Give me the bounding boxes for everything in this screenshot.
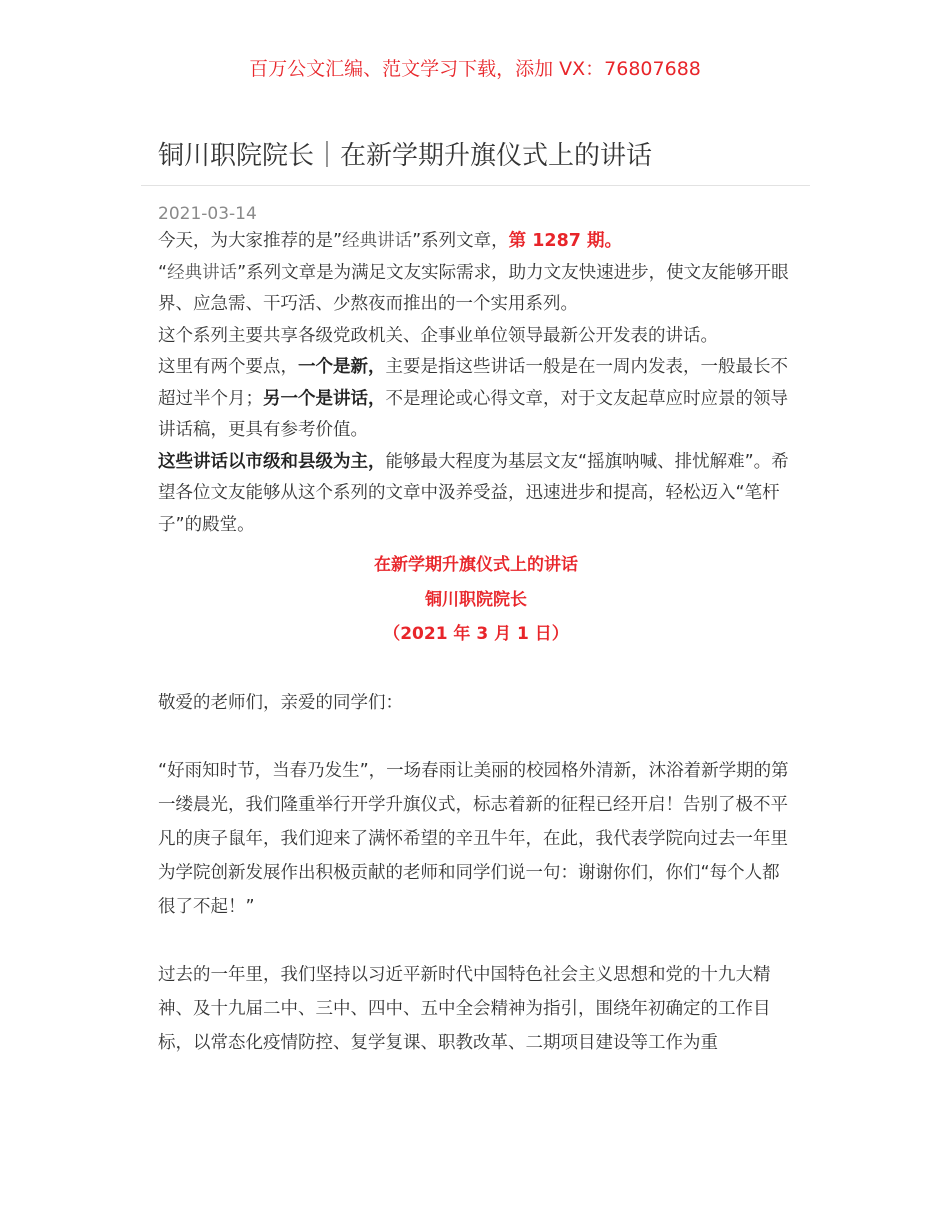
promo-banner: 百万公文汇编、范文学习下载，添加 VX：76807688: [249, 58, 701, 80]
intro-p1-mid: ”系列文章，: [412, 231, 509, 251]
intro-p4-pre: 这里有两个要点，: [158, 357, 298, 377]
intro-p5-rest: 能够最大程度为基层文友“摇旗呐喊、排忧解难”。希望各位文友能够从这个系列的文章中汲养受益，迅速进步和提高，轻松迈入“笔杆子”的殿堂。: [158, 451, 789, 535]
speech-greeting: 敬爱的老师们，亲爱的同学们：: [158, 692, 403, 713]
intro-p4-rest: 不是理论或心得文章，对于文友起草应时应景的领导讲话稿，更具有参考价值。: [158, 388, 788, 440]
article-date: 2021-03-14: [158, 204, 257, 224]
series-name-2: 经典讲话: [167, 262, 238, 283]
speech-heading: 在新学期升旗仪式上的讲话: [374, 555, 578, 575]
intro-p4-mid: 主要是指这些讲话一般是在一周内发表，一般最长不超过半个月；: [158, 357, 788, 409]
title-divider: [141, 185, 810, 186]
speech-body: [158, 686, 794, 1060]
speech-date: （2021 年 3 月 1 日）: [383, 624, 569, 644]
intro-paragraph-1: [158, 226, 794, 258]
point-one: 一个是新，: [298, 357, 386, 377]
intro-paragraph-2: [158, 258, 794, 321]
intro-p5-bold: 这些讲话以市级和县级为主，: [158, 451, 386, 472]
article-body: [158, 202, 794, 1060]
intro-paragraph-5: [158, 447, 794, 542]
speech-paragraph-1: “好雨知时节，当春乃发生”，一场春雨让美丽的校园格外清新，沐浴着新学期的第一缕晨光，我们隆重举行开学升旗仪式，标志着新的征程已经开启！告别了极不平凡的庚子鼠年，我们迎来了满怀希望的辛丑牛年，在此，我代表学院向过去一年里为学院创新发展作出积极贡献的老师和同学们说一句：谢谢你们，你们“每个人都很了不起！”: [158, 760, 789, 917]
point-two: 另一个是讲话，: [263, 388, 386, 409]
intro-p2-open: “: [158, 262, 168, 283]
speech-heading-block: [158, 548, 794, 652]
intro-section: [158, 226, 794, 541]
speech-paragraph-2: 过去的一年里，我们坚持以习近平新时代中国特色社会主义思想和党的十九大精神、及十九届二中、三中、四中、五中全会精神为指引，围绕年初确定的工作目标，以常态化疫情防控、复学复课、职教改革、二期项目建设等工作为重: [158, 964, 771, 1053]
intro-paragraph-4: [158, 352, 794, 447]
intro-p1-text: 今天，为大家推荐的是”: [158, 231, 343, 251]
speech-speaker: 铜川职院院长: [425, 589, 527, 610]
intro-p2-text: ”系列文章是为满足文友实际需求，助力文友快速进步，使文友能够开眼界、应急需、干巧活、少熬夜而推出的一个实用系列。: [158, 262, 789, 314]
intro-paragraph-3: 这个系列主要共享各级党政机关、企事业单位领导最新公开发表的讲话。: [158, 325, 718, 346]
issue-number: 第 1287 期。: [508, 231, 623, 251]
article-title: 铜川职院院长｜在新学期升旗仪式上的讲话: [158, 141, 653, 171]
series-name: 经典讲话: [342, 231, 413, 251]
